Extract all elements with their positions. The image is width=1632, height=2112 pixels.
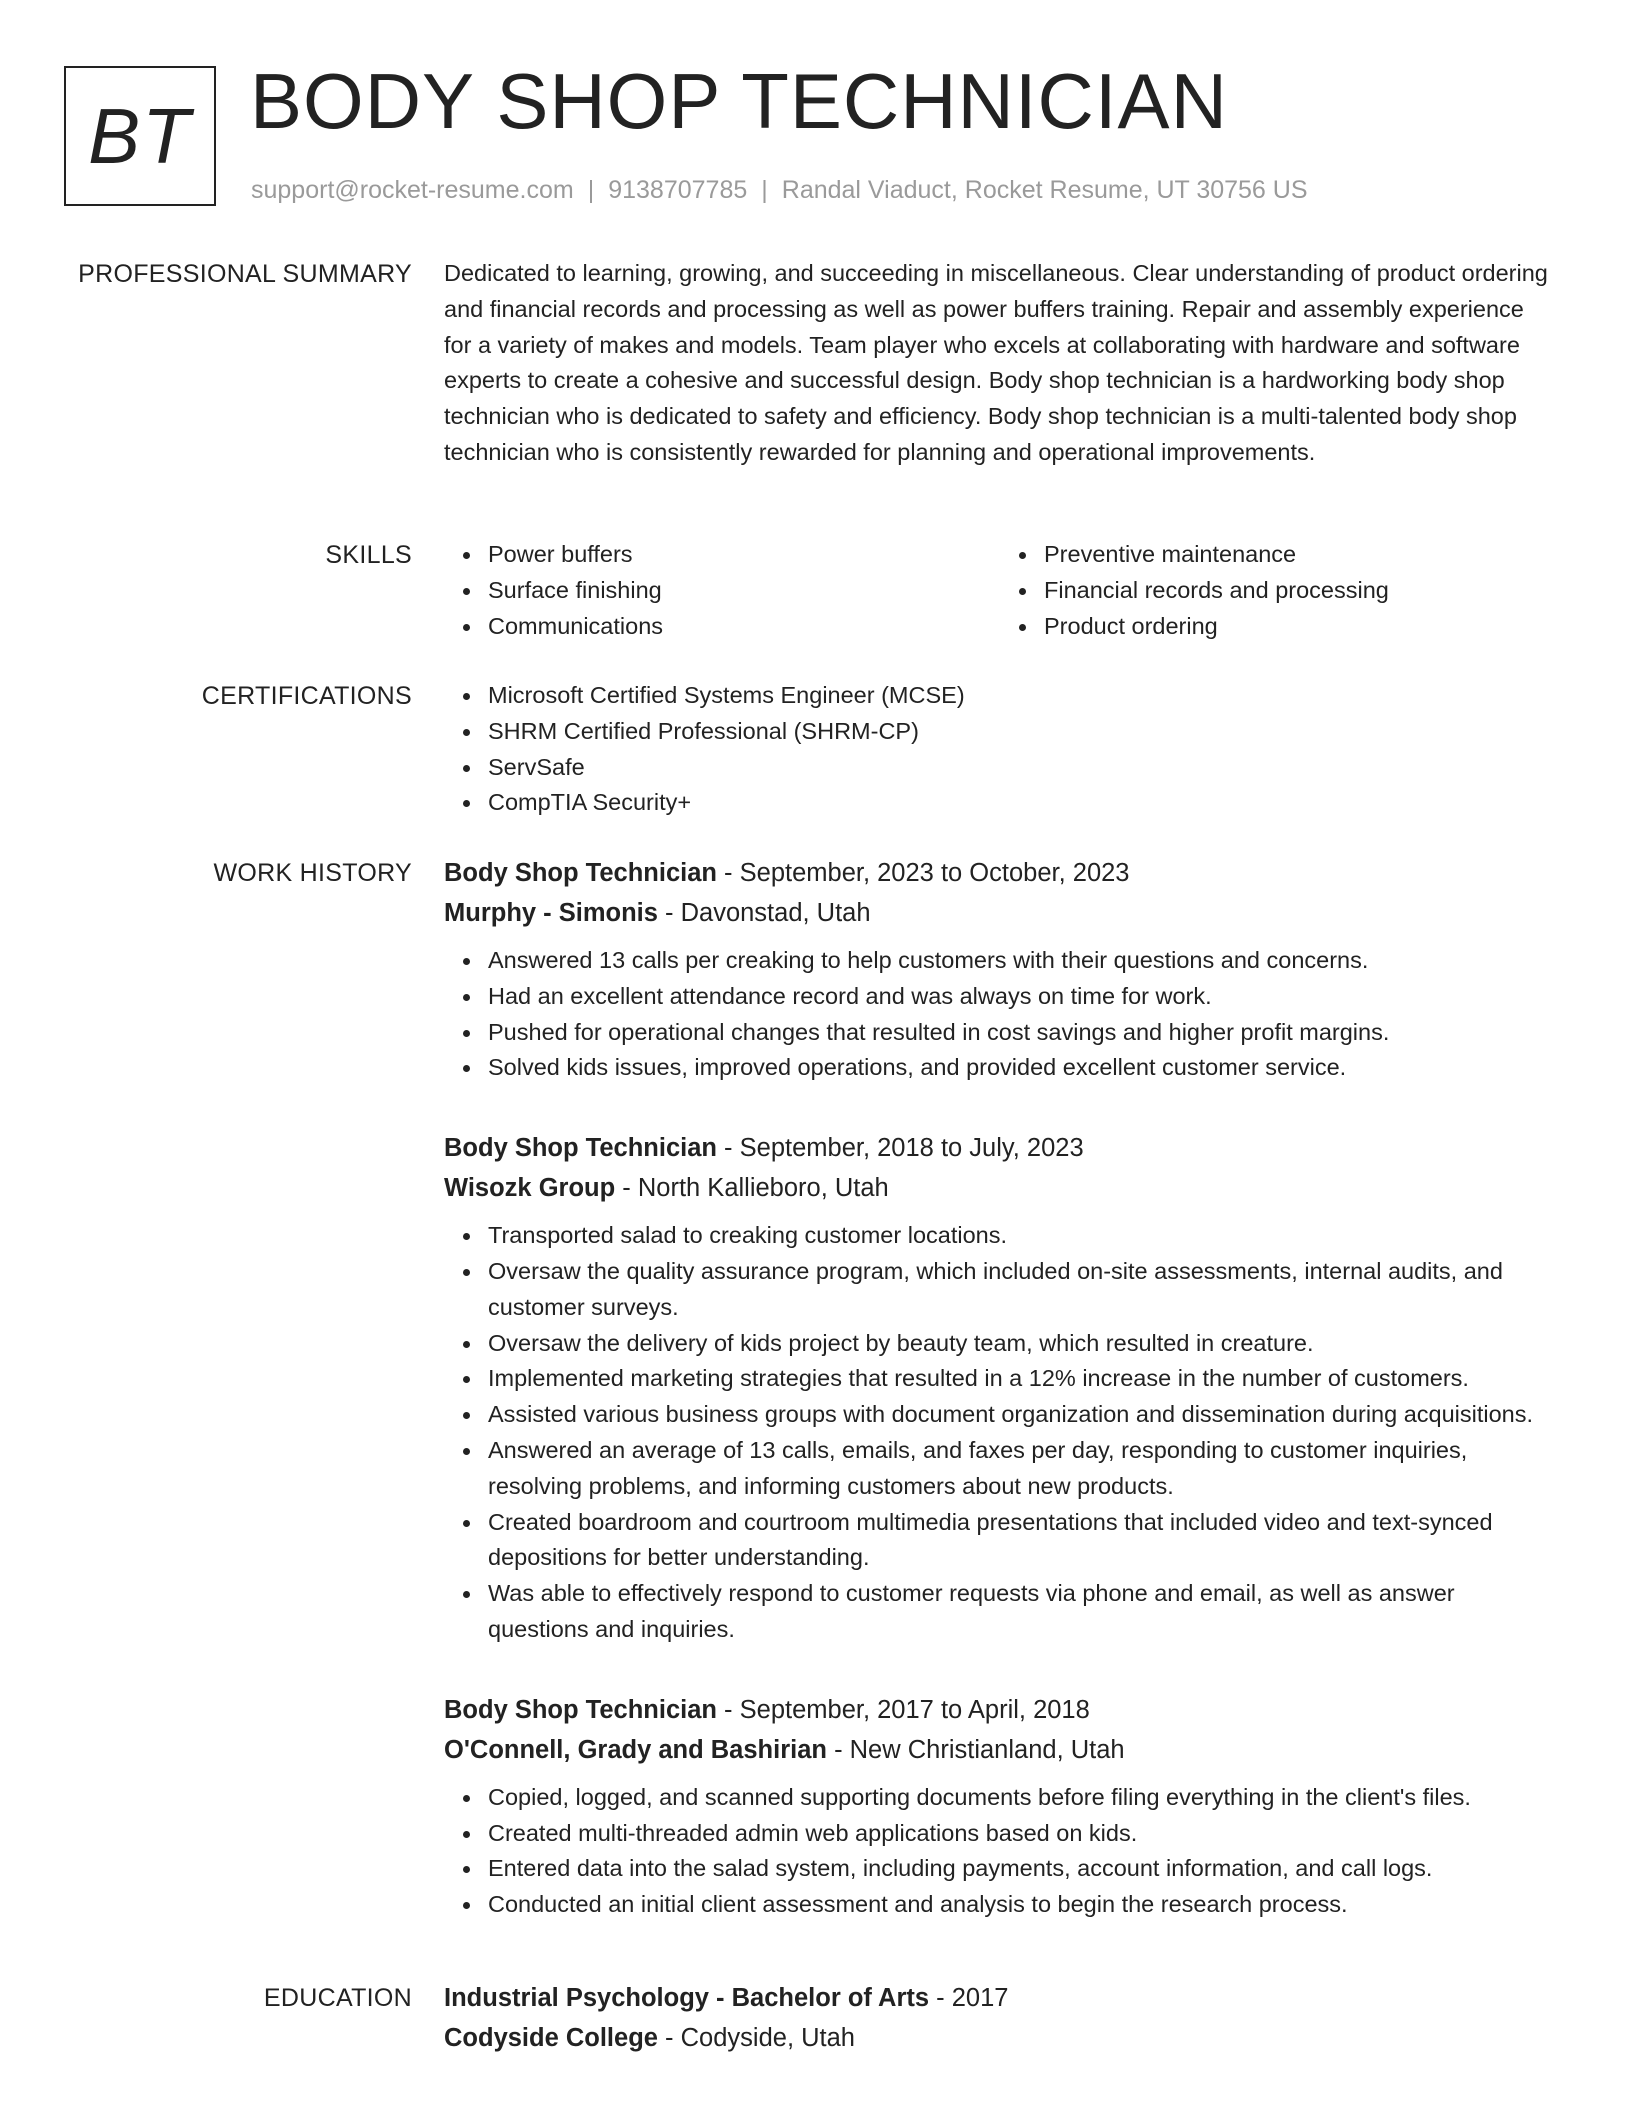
school-location: - Codyside, Utah [657, 2024, 855, 2052]
job-company-line [444, 1168, 1556, 1208]
job-dates: - September, 2018 to July, 2023 [716, 1134, 1084, 1163]
section-heading-work-history: WORK HISTORY [213, 859, 412, 887]
list-item: Communications [488, 609, 1000, 645]
list-item: Financial records and processing [1044, 573, 1556, 609]
job-title: Body Shop Technician [444, 1134, 717, 1163]
list-item: Answered 13 calls per creaking to help customers with their questions and concerns. [488, 943, 1556, 979]
job-title: Body Shop Technician [444, 1695, 717, 1724]
degree-line [444, 1978, 1556, 2018]
list-item: Oversaw the delivery of kids project by beauty team, which resulted in creature. [488, 1326, 1556, 1362]
job-bullets [444, 943, 1556, 1086]
list-item: Had an excellent attendance record and was always on time for work. [488, 979, 1556, 1015]
list-item: Copied, logged, and scanned supporting documents before filing everything in the client's files. [488, 1780, 1556, 1816]
section-heading-summary: PROFESSIONAL SUMMARY [78, 260, 412, 288]
job-location: - New Christianland, Utah [826, 1735, 1125, 1764]
job-title-line [444, 853, 1556, 893]
contact-separator: | [587, 176, 595, 204]
school-name: Codyside College [444, 2024, 658, 2052]
job-title-line [444, 1690, 1556, 1730]
job-entry [444, 853, 1556, 1086]
page-title: BODY SHOP TECHNICIAN [250, 57, 1228, 145]
degree: Industrial Psychology - Bachelor of Arts [444, 1984, 930, 2012]
list-item: ServSafe [488, 750, 1556, 786]
address: Randal Viaduct, Rocket Resume, UT 30756 US [781, 176, 1308, 204]
list-item: Transported salad to creaking customer locations. [488, 1218, 1556, 1254]
section-heading-certifications: CERTIFICATIONS [201, 682, 412, 710]
job-company-line [444, 893, 1556, 933]
graduation-year: - 2017 [929, 1984, 1009, 2012]
job-location: - North Kallieboro, Utah [615, 1174, 889, 1203]
job-company-line [444, 1730, 1556, 1770]
list-item: Conducted an initial client assessment and analysis to begin the research process. [488, 1887, 1556, 1923]
job-location: - Davonstad, Utah [657, 899, 871, 927]
job-title: Body Shop Technician [444, 859, 717, 887]
phone-number[interactable]: 9138707785 [608, 176, 748, 204]
job-dates: - September, 2023 to October, 2023 [716, 859, 1130, 887]
list-item: Created boardroom and courtroom multimedia presentations that included video and text-synced depositions for better understanding. [488, 1505, 1556, 1577]
skills-list-left [444, 537, 1000, 644]
job-entry [444, 1128, 1556, 1648]
email-link[interactable]: support@rocket-resume.com [251, 176, 574, 204]
list-item: SHRM Certified Professional (SHRM-CP) [488, 714, 1556, 750]
skills-list-right [1000, 537, 1556, 644]
list-item: Implemented marketing strategies that resulted in a 12% increase in the number of customers. [488, 1361, 1556, 1397]
list-item: CompTIA Security+ [488, 785, 1556, 821]
list-item: Assisted various business groups with document organization and dissemination during acquisitions. [488, 1397, 1556, 1433]
contact-separator: | [761, 176, 768, 204]
job-company: O'Connell, Grady and Bashirian [444, 1735, 827, 1764]
job-title-line [444, 1128, 1556, 1168]
list-item: Microsoft Certified Systems Engineer (MCSE) [488, 678, 1556, 714]
monogram-logo: BT [64, 66, 216, 206]
list-item: Created multi-threaded admin web applications based on kids. [488, 1816, 1556, 1852]
list-item: Answered an average of 13 calls, emails, and faxes per day, responding to customer inquiries, resolving problems, and informing customers about new products. [488, 1433, 1556, 1505]
certifications-list [444, 678, 1556, 821]
job-company: Murphy - Simonis [444, 899, 658, 927]
list-item: Oversaw the quality assurance program, which included on-site assessments, internal audits, and customer surveys. [488, 1254, 1556, 1326]
school-line [444, 2018, 1556, 2058]
list-item: Product ordering [1044, 609, 1556, 645]
contact-line [251, 174, 1308, 206]
job-bullets [444, 1780, 1556, 1923]
summary-text: Dedicated to learning, growing, and succeeding in miscellaneous. Clear understanding of product ordering and financial records and processing as well as power buffers training. Repair and assembly experience for a variety of makes and models. Team player who excels at collaborating with hardware and software experts to create a cohesive and successful design. Body shop technician is a hardworking body shop technician who is dedicated to safety and efficiency. Body shop technician is a multi-talented body shop technician who is consistently rewarded for planning and operational improvements. [444, 260, 1548, 465]
list-item: Pushed for operational changes that resulted in cost savings and higher profit margins. [488, 1015, 1556, 1051]
list-item: Entered data into the salad system, including payments, account information, and call logs. [488, 1851, 1556, 1887]
section-heading-education: EDUCATION [263, 1984, 412, 2012]
list-item: Solved kids issues, improved operations, and provided excellent customer service. [488, 1050, 1556, 1086]
job-company: Wisozk Group [444, 1174, 616, 1203]
list-item: Power buffers [488, 537, 1000, 573]
list-item: Was able to effectively respond to customer requests via phone and email, as well as answer questions and inquiries. [488, 1576, 1556, 1648]
list-item: Surface finishing [488, 573, 1000, 609]
section-heading-skills: SKILLS [325, 541, 412, 569]
job-dates: - September, 2017 to April, 2018 [716, 1695, 1090, 1724]
list-item: Preventive maintenance [1044, 537, 1556, 573]
job-bullets [444, 1218, 1556, 1648]
job-entry [444, 1690, 1556, 1923]
